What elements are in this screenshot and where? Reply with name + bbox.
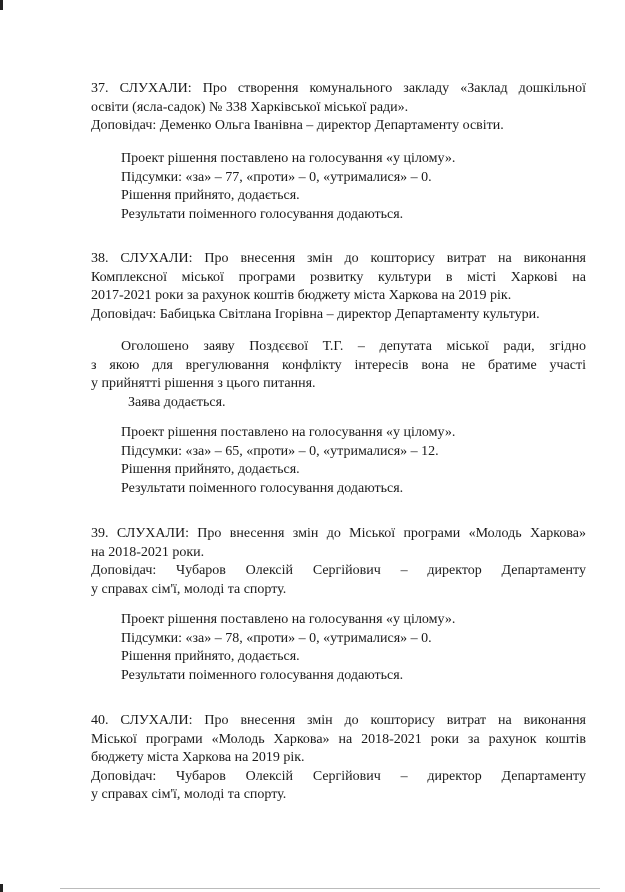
item-text: Комплексної міської програми розвитку культури в місті Харкові на [91, 269, 586, 285]
item-heading: 38. СЛУХАЛИ: Про внесення змін до кошторису витрат на виконання [91, 251, 586, 266]
speaker-line: у справах сім'ї, молоді та спорту. [91, 787, 287, 802]
agenda-item-37 [91, 80, 586, 136]
statement-attached: Заява додається. [128, 394, 226, 410]
vote-proposal: Проект рішення поставлено на голосування «у цілому». [121, 612, 456, 627]
item-text: бюджету міста Харкова на 2019 рік. [91, 750, 305, 765]
vote-roll-call: Результати поіменного голосування додаються. [121, 206, 404, 222]
statement-block-38 [91, 338, 586, 412]
scan-mark [0, 0, 3, 10]
vote-roll-call: Результати поіменного голосування додаються. [121, 480, 404, 496]
page-bottom-edge [60, 888, 600, 889]
agenda-item-39 [91, 525, 586, 599]
scan-mark [0, 884, 3, 892]
vote-proposal: Проект рішення поставлено на голосування «у цілому». [121, 425, 456, 440]
agenda-item-38 [91, 250, 586, 324]
vote-decision: Рішення прийнято, додається. [121, 462, 300, 477]
item-text: на 2018-2021 роки. [91, 544, 205, 560]
vote-decision: Рішення прийнято, додається. [121, 188, 300, 203]
vote-results: Підсумки: «за» – 77, «проти» – 0, «утрималися» – 0. [121, 169, 432, 185]
vote-roll-call: Результати поіменного голосування додаються. [121, 667, 404, 683]
speaker-line: Доповідач: Деменко Ольга Іванівна – директор Департаменту освіти. [91, 118, 504, 133]
vote-proposal: Проект рішення поставлено на голосування «у цілому». [121, 151, 456, 166]
item-heading: 37. СЛУХАЛИ: Про створення комунального закладу «Заклад дошкільної [91, 81, 586, 96]
speaker-line: у справах сім'ї, молоді та спорту. [91, 581, 287, 597]
item-text: Міської програми «Молодь Харкова» на 2018-2021 роки за рахунок коштів [91, 731, 586, 747]
vote-block-39 [121, 611, 591, 685]
speaker-line: Доповідач: Чубаров Олексій Сергійович – директор Департаменту [91, 563, 586, 578]
item-text: освіти (ясла-садок) № 338 Харківської міської ради». [91, 99, 409, 115]
item-heading: 39. СЛУХАЛИ: Про внесення змін до Міської програми «Молодь Харкова» [91, 526, 586, 541]
item-text: 2017-2021 роки за рахунок коштів бюджету міста Харкова на 2019 рік. [91, 288, 512, 303]
statement-text: у прийнятті рішення з цього питання. [91, 376, 316, 391]
vote-block-38 [121, 424, 591, 498]
statement-text: з якою для врегулювання конфлікту інтересів вона не братиме участі [91, 357, 586, 373]
speaker-line: Доповідач: Чубаров Олексій Сергійович – директор Департаменту [91, 768, 586, 784]
vote-results: Підсумки: «за» – 78, «проти» – 0, «утрималися» – 0. [121, 630, 432, 646]
statement-text: Оголошено заяву Поздєєвої Т.Г. – депутата міської ради, згідно [121, 339, 586, 354]
vote-block-37 [121, 150, 591, 224]
speaker-line: Доповідач: Бабицька Світлана Ігорівна – директор Департаменту культури. [91, 306, 540, 322]
agenda-item-40 [91, 712, 586, 805]
vote-decision: Рішення прийнято, додається. [121, 649, 300, 664]
item-heading: 40. СЛУХАЛИ: Про внесення змін до кошторису витрат на виконання [91, 713, 586, 728]
vote-results: Підсумки: «за» – 65, «проти» – 0, «утрималися» – 12. [121, 443, 439, 459]
